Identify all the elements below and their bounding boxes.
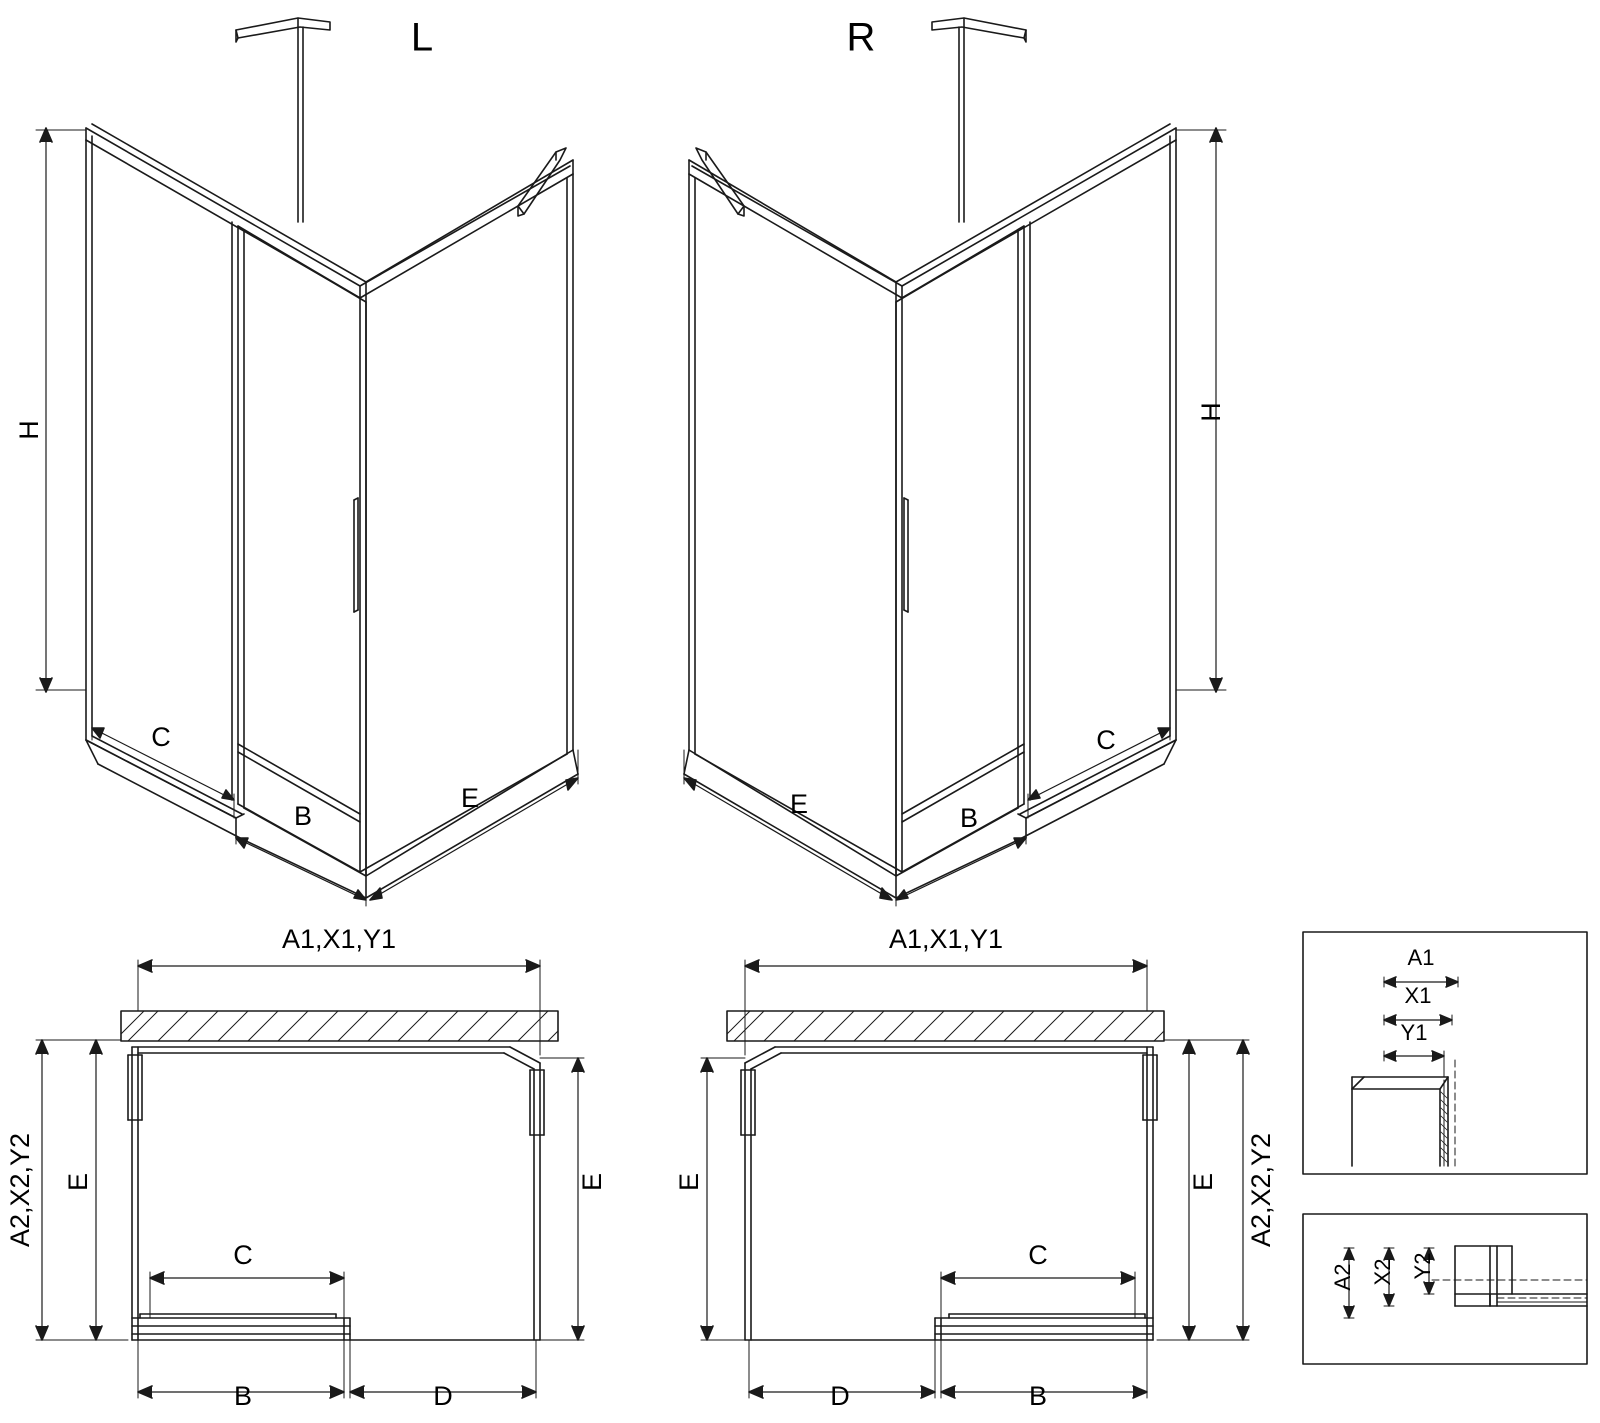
iso-right-dim-c: C <box>1096 725 1116 756</box>
plan-right-dim-d: D <box>830 1381 850 1412</box>
plan-right-dim-e-right: E <box>1188 1172 1219 1192</box>
plan-left-dim-a2x2y2: A2,X2,Y2 <box>5 1132 36 1248</box>
iso-left-dim-b: B <box>293 801 313 832</box>
plan-left-dim-a1x1y1: A1,X1,Y1 <box>281 924 397 955</box>
plan-left-dim-e-right: E <box>577 1172 608 1192</box>
iso-right-dim-b: B <box>959 803 979 834</box>
plan-right-dim-e-left: E <box>674 1172 705 1192</box>
iso-left-dim-h: H <box>14 420 45 440</box>
iso-right-dim-h: H <box>1196 402 1227 422</box>
iso-right-label: R <box>846 15 876 60</box>
plan-view-right <box>701 960 1249 1398</box>
plan-right-dim-a2x2y2: A2,X2,Y2 <box>1246 1132 1277 1248</box>
plan-right-dim-a1x1y1: A1,X1,Y1 <box>888 924 1004 955</box>
plan-view-left <box>36 960 584 1398</box>
plan-left-dim-d: D <box>433 1381 453 1412</box>
detail-top-dim-a1: A1 <box>1407 944 1435 970</box>
iso-left-dim-e: E <box>460 783 480 814</box>
detail-bottom-dim-y2: Y2 <box>1409 1252 1435 1280</box>
plan-right-dim-b: B <box>1028 1381 1048 1412</box>
iso-left-dim-c: C <box>151 722 171 753</box>
iso-left-label: L <box>410 15 434 60</box>
plan-left-dim-c: C <box>233 1240 253 1271</box>
plan-right-dim-c: C <box>1028 1240 1048 1271</box>
iso-view-right <box>684 15 1226 906</box>
detail-top-dim-x1: X1 <box>1404 982 1432 1008</box>
detail-view-top <box>1303 932 1587 1174</box>
iso-right-dim-e: E <box>789 789 809 820</box>
detail-bottom-dim-a2: A2 <box>1329 1263 1355 1291</box>
iso-view-left <box>36 15 578 906</box>
plan-left-dim-e-left: E <box>63 1172 94 1192</box>
detail-bottom-dim-x2: X2 <box>1369 1258 1395 1286</box>
detail-top-dim-y1: Y1 <box>1400 1019 1428 1045</box>
plan-left-dim-b: B <box>233 1381 253 1412</box>
